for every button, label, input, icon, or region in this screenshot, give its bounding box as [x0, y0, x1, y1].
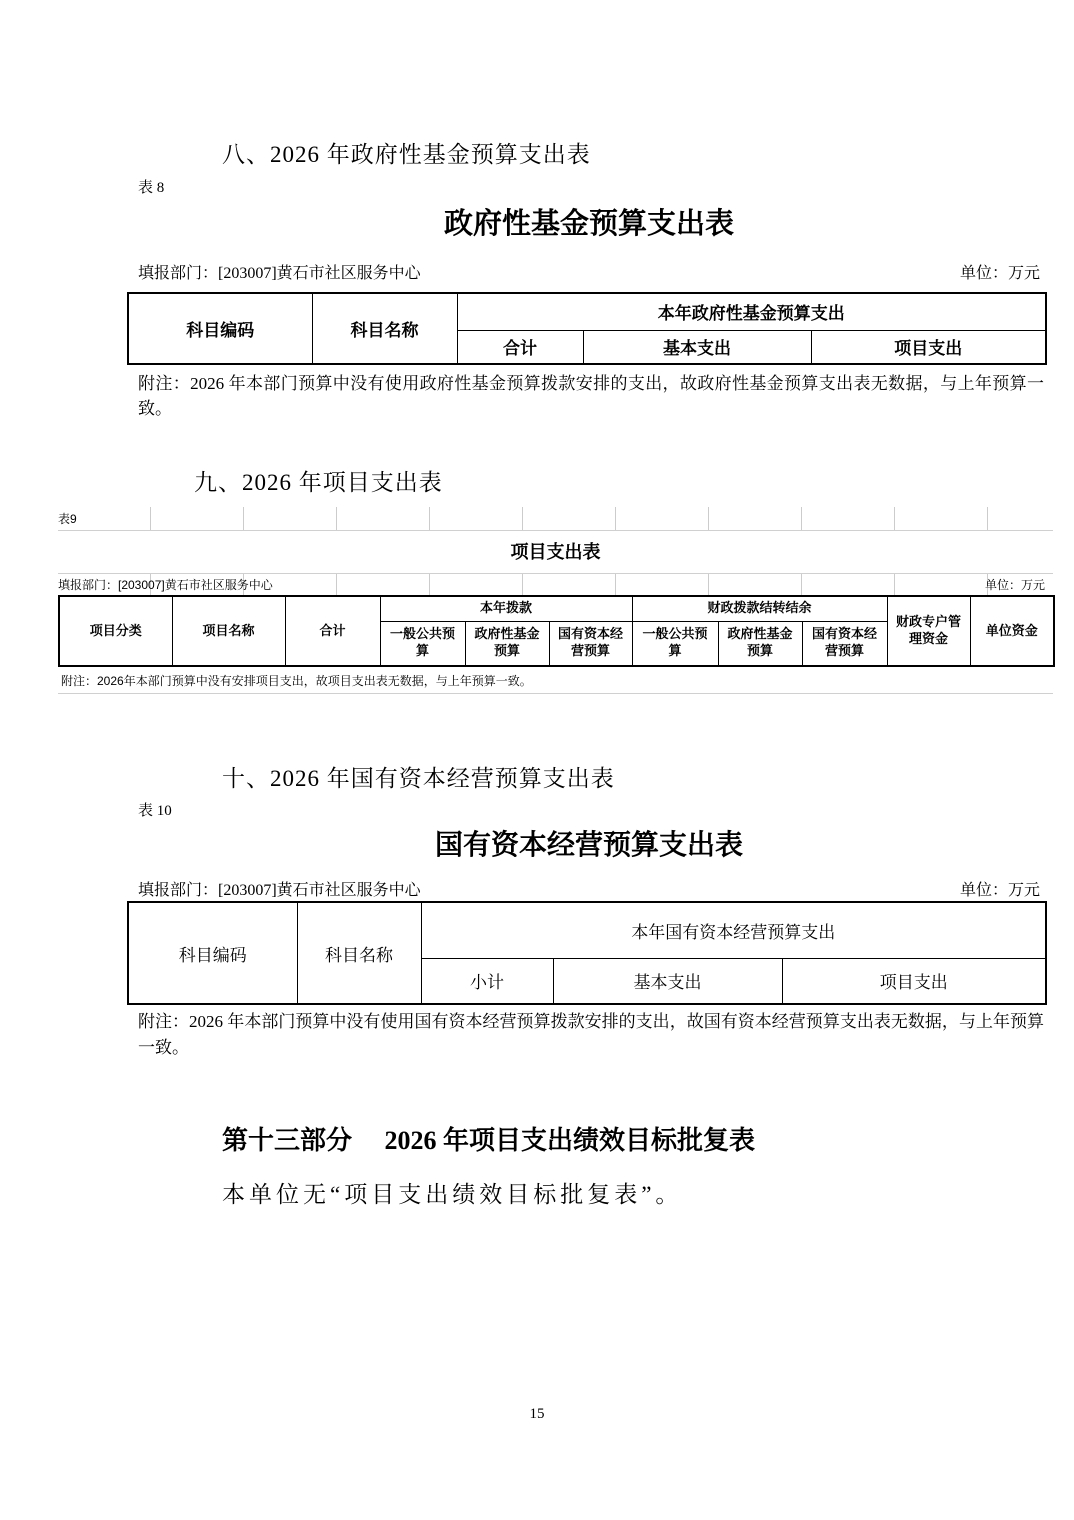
project-expenditure-table	[58, 595, 1055, 667]
table-10-label: 表 10	[138, 803, 172, 819]
table-row	[128, 902, 1046, 958]
header-group-gov-fund: 本年政府性基金预算支出	[457, 293, 1046, 330]
table-9-meta	[58, 574, 1053, 595]
table-9-dept: 填报部门：[203007]黄石市社区服务中心	[58, 578, 273, 592]
header-subject-name: 科目名称	[297, 902, 421, 1004]
state-capital-budget-table	[127, 901, 1047, 1005]
table-8-meta	[138, 260, 1040, 283]
header-project-expenditure: 项目支出	[811, 330, 1046, 364]
header-total: 合计	[457, 330, 583, 364]
header-group-carryover: 财政拨款结转结余	[632, 596, 887, 621]
header-gov-fund-budget: 政府性基金预算	[718, 621, 802, 666]
table-9-unit: 单位：万元	[984, 578, 1045, 592]
header-basic-expenditure: 基本支出	[583, 330, 811, 364]
header-subject-code: 科目编码	[128, 902, 297, 1004]
header-project-name: 项目名称	[172, 596, 285, 666]
table-10-dept: 填报部门：[203007]黄石市社区服务中心	[138, 882, 421, 899]
table-8-title: 政府性基金预算支出表	[443, 208, 734, 240]
table-10-title: 国有资本经营预算支出表	[434, 830, 743, 861]
header-subject-code: 科目编码	[128, 293, 312, 364]
header-unit-funds: 单位资金	[970, 596, 1054, 666]
header-project-expenditure: 项目支出	[782, 958, 1046, 1004]
gov-fund-budget-table	[127, 292, 1047, 365]
project-expenditure-block	[58, 507, 1053, 694]
part-13-body: 本单位无“项目支出绩效目标批复表”。	[222, 1182, 683, 1207]
table-8-note: 附注：2026 年本部门预算中没有使用政府性基金预算拨款安排的支出，故政府性基金预算支出表无数据，与上年预算一致。	[138, 374, 1044, 418]
header-general-public-budget: 一般公共预算	[380, 621, 465, 666]
table-10-note: 附注：2026 年本部门预算中没有使用国有资本经营预算拨款安排的支出，故国有资本经营预算支出表无数据，与上年预算一致。	[138, 1012, 1044, 1057]
table-9-title: 项目支出表	[58, 531, 1053, 574]
table-8-unit: 单位：万元	[959, 265, 1040, 282]
header-subject-name: 科目名称	[312, 293, 457, 364]
table-8-dept: 填报部门：[203007]黄石市社区服务中心	[138, 265, 421, 282]
table-row	[59, 596, 1054, 621]
table-row	[128, 293, 1046, 330]
section-9-heading: 九、2026 年项目支出表	[194, 470, 443, 495]
header-fiscal-account-funds: 财政专户管理资金	[887, 596, 970, 666]
header-group-current-appropriation: 本年拨款	[380, 596, 632, 621]
header-gov-fund-budget: 政府性基金预算	[465, 621, 549, 666]
header-group-state-capital: 本年国有资本经营预算支出	[421, 902, 1046, 958]
part-13-heading: 第十三部分 2026 年项目支出绩效目标批复表	[222, 1126, 756, 1155]
page-number: 15	[529, 1406, 545, 1422]
header-state-capital-budget: 国有资本经营预算	[549, 621, 632, 666]
table-9-note: 附注：2026年本部门预算中没有安排项目支出，故项目支出表无数据，与上年预算一致。	[58, 667, 1053, 694]
header-state-capital-budget: 国有资本经营预算	[802, 621, 887, 666]
table-8-label: 表 8	[138, 180, 165, 196]
header-total: 合计	[285, 596, 380, 666]
table-9-label: 表9	[58, 512, 77, 526]
table-9-label-row	[58, 507, 1053, 531]
header-basic-expenditure: 基本支出	[553, 958, 782, 1004]
header-subtotal: 小计	[421, 958, 553, 1004]
table-10-meta	[138, 877, 1040, 900]
section-8-heading: 八、2026 年政府性基金预算支出表	[222, 142, 591, 167]
header-general-public-budget: 一般公共预算	[632, 621, 718, 666]
section-10-heading: 十、2026 年国有资本经营预算支出表	[222, 766, 615, 791]
header-project-category: 项目分类	[59, 596, 172, 666]
table-10-unit: 单位：万元	[959, 882, 1040, 899]
